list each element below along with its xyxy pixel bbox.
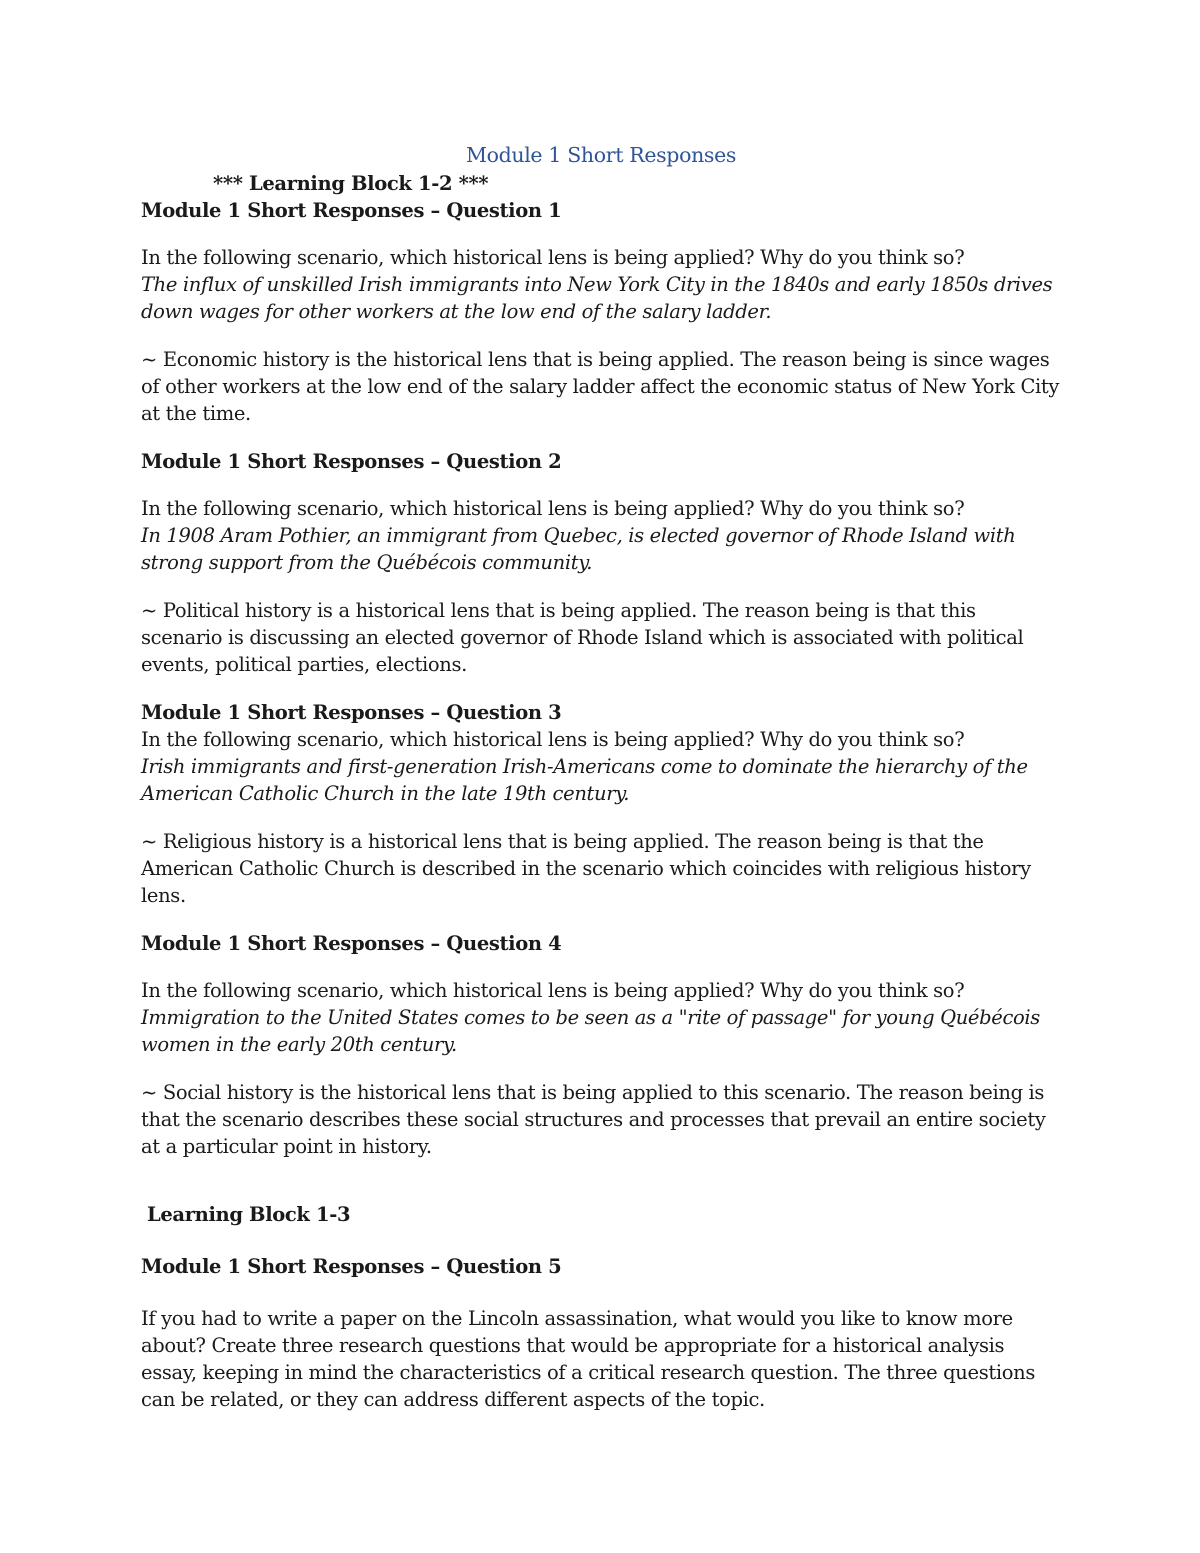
question-prompt: In the following scenario, which historical lens is being applied? Why do you think so?	[141, 246, 965, 269]
question-answer: ~ Economic history is the historical lens that is being applied. The reason being is since wages of other workers at the low end of the salary ladder affect the economic status of New York City at the time.	[141, 348, 1060, 425]
question-heading: Module 1 Short Responses – Question 2	[141, 450, 562, 473]
question-scenario: Irish immigrants and first-generation Irish-Americans come to dominate the hierarchy of the American Catholic Church in the late 19th century.	[141, 755, 1028, 805]
question-answer: ~ Religious history is a historical lens that is being applied. The reason being is that the American Catholic Church is described in the scenario which coincides with religious history lens.	[141, 830, 1031, 907]
question-answer: ~ Social history is the historical lens that is being applied to this scenario. The reason being is that the scenario describes these social structures and processes that prevail an entire society at a particular point in history.	[141, 1081, 1046, 1158]
question-prompt: If you had to write a paper on the Lincoln assassination, what would you like to know more about? Create three research questions that would be appropriate for a historical analysis essay, keeping in mind the characteristics of a critical research question. The three questions can be related, or they can address different aspects of the topic.	[141, 1307, 1035, 1411]
question-heading: Module 1 Short Responses – Question 1	[141, 199, 562, 222]
question-answer: ~ Political history is a historical lens that is being applied. The reason being is that this scenario is discussing an elected governor of Rhode Island which is associated with political events, political parties, elections.	[141, 599, 1024, 676]
question-scenario: In 1908 Aram Pothier, an immigrant from Quebec, is elected governor of Rhode Island with strong support from the Québécois community.	[141, 524, 1016, 574]
question-prompt: In the following scenario, which historical lens is being applied? Why do you think so?	[141, 979, 965, 1002]
learning-block-heading: Learning Block 1-3	[147, 1203, 351, 1226]
question-prompt: In the following scenario, which historical lens is being applied? Why do you think so?	[141, 497, 965, 520]
learning-block-heading: *** Learning Block 1-2 ***	[213, 172, 489, 195]
question-prompt: In the following scenario, which historical lens is being applied? Why do you think so?	[141, 728, 965, 751]
question-scenario: The influx of unskilled Irish immigrants into New York City in the 1840s and early 1850s drives down wages for other workers at the low end of the salary ladder.	[141, 273, 1053, 323]
question-scenario: Immigration to the United States comes to be seen as a "rite of passage" for young Québécois women in the early 20th century.	[141, 1006, 1040, 1056]
question-heading: Module 1 Short Responses – Question 4	[141, 932, 562, 955]
question-heading: Module 1 Short Responses – Question 5	[141, 1255, 562, 1278]
document-body	[141, 140, 1061, 1413]
question-heading: Module 1 Short Responses – Question 3	[141, 701, 562, 724]
document-title: Module 1 Short Responses	[465, 143, 737, 167]
